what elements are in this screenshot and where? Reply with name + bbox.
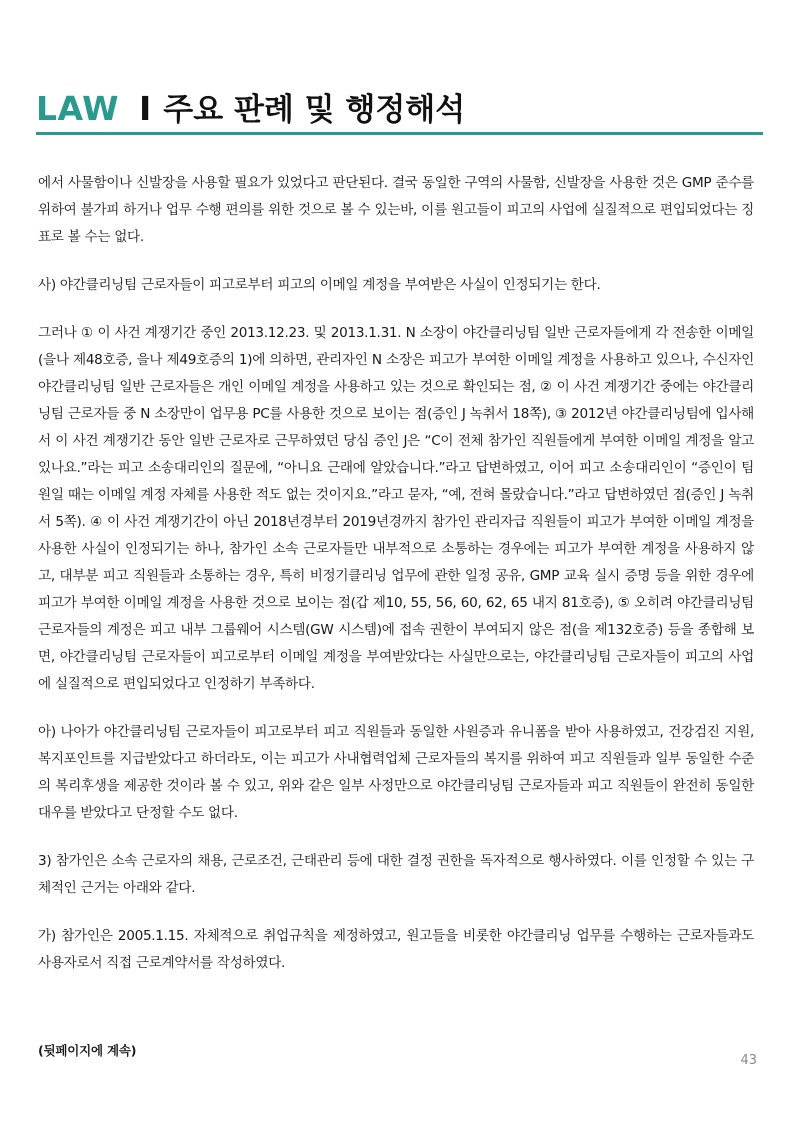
paragraph-3: 3) 참가인은 소속 근로자의 채용, 근로조건, 근태관리 등에 대한 결정 권한을 독자적으로 행사하였다. 이를 인정할 수 있는 구체적인 근거는 아래와 같다.: [38, 853, 754, 896]
header-rule: [36, 132, 763, 135]
continued-note: (뒷페이지에 계속): [38, 1043, 137, 1058]
page-number: 43: [740, 1053, 757, 1068]
paragraph-sa: 사) 야간클리닝팀 근로자들이 피고로부터 피고의 이메일 계정을 부여받은 사실이 인정되기는 한다.: [38, 277, 601, 293]
paragraph-ga: 가) 참가인은 2005.1.15. 자체적으로 취업규칙을 제정하였고, 원고들을 비롯한 야간클리닝 업무를 수행하는 근로자들과도 사용자로서 직접 근로계약서를 작성하였다.: [38, 928, 754, 971]
paragraph-a: 아) 나아가 야간클리닝팀 근로자들이 피고로부터 피고 직원들과 동일한 사원증과 유니폼을 받아 사용하였고, 건강검진 지원, 복지포인트를 지급받았다고 하더라도, 이는 피고가 사내협력업체 근로자들의 복지를 위하여 피고 직원들과 일부 동일한 수준의 복리후생을 제공한 것이라 볼 수 있고, 위와 같은 일부 사정만으로 야간클리닝팀 근로자들과 피고 직원들이 완전히 동일한 대우를 받았다고 단정할 수도 없다.: [38, 724, 754, 821]
section-brand: LAW: [36, 89, 119, 128]
paragraph-continuation: 에서 사물함이나 신발장을 사용할 필요가 있었다고 판단된다. 결국 동일한 구역의 사물함, 신발장을 사용한 것은 GMP 준수를 위하여 불가피 하거나 업무 수행 편의를 위한 것으로 볼 수 있는바, 이를 원고들이 피고의 사업에 실질적으로 편입되었다는 징표로 볼 수는 없다.: [38, 175, 754, 245]
document-body: [38, 170, 754, 977]
page-header: [36, 84, 763, 129]
header-separator: I: [139, 89, 152, 128]
page-title: 주요 판례 및 행정해석: [163, 92, 466, 128]
paragraph-however: 그러나 ① 이 사건 계쟁기간 중인 2013.12.23. 및 2013.1.31. N 소장이 야간클리닝팀 일반 근로자들에게 각 전송한 이메일(을나 제48호증, 을나 제49호증의 1)에 의하면, 관리자인 N 소장은 피고가 부여한 이메일 계정을 사용하고 있으나, 수신자인 야간클리닝팀 일반 근로자들은 개인 이메일 계정을 사용하고 있는 것으로 확인되는 점, ② 이 사건 계쟁기간 중에는 야간클리닝팀 근로자들 중 N 소장만이 업무용 PC를 사용한 것으로 보이는 점(증인 J 녹취서 18쪽), ③ 2012년 야간클리닝팀에 입사해서 이 사건 계쟁기간 동안 일반 근로자로 근무하였던 당심 증인 J은 “C이 전체 참가인 직원들에게 부여한 이메일 계정을 알고 있나요.”라는 피고 소송대리인의 질문에, “아니요 근래에 알았습니다.”라고 답변하였고, 이어 피고 소송대리인이 “증인이 팀원일 때는 이메일 계정 자체를 사용한 적도 없는 것이지요.”라고 묻자, “예, 전혀 몰랐습니다.”라고 답변하였던 점(증인 J 녹취서 5쪽). ④ 이 사건 계쟁기간이 아닌 2018년경부터 2019년경까지 참가인 관리자급 직원들이 피고가 부여한 이메일 계정을 사용한 사실이 인정되기는 하나, 참가인 소속 근로자들만 내부적으로 소통하는 경우에는 피고가 부여한 계정을 사용하지 않고, 대부분 피고 직원들과 소통하는 경우, 특히 비정기클리닝 업무에 관한 일정 공유, GMP 교육 실시 증명 등을 위한 경우에 피고가 부여한 이메일 계정을 사용한 것으로 보이는 점(갑 제10, 55, 56, 60, 62, 65 내지 81호증), ⑤ 오히려 야간클리닝팀 근로자들의 계정은 피고 내부 그룹웨어 시스템(GW 시스템)에 접속 권한이 부여되지 않은 점(을 제132호증) 등을 종합해 보면, 야간클리닝팀 근로자들이 피고로부터 이메일 계정을 부여받았다는 사실만으로는, 야간클리닝팀 근로자들이 피고의 사업에 실질적으로 편입되었다고 인정하기 부족하다.: [38, 325, 754, 692]
